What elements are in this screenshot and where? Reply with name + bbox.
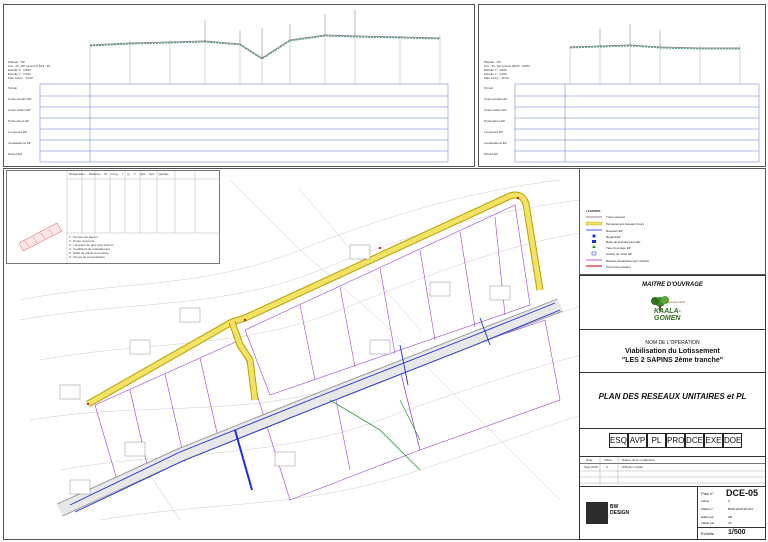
table-header-row bbox=[69, 172, 169, 176]
profile-row-label: Cotes terrains EP bbox=[8, 97, 32, 101]
phase-tab-pl[interactable]: PL bbox=[647, 433, 666, 448]
table-header: Hps bbox=[149, 172, 155, 176]
legend-item: Réseaux EP bbox=[606, 229, 623, 233]
scale-value: 1/500 bbox=[728, 529, 746, 536]
profile-row-label: Terrain bbox=[8, 86, 18, 90]
legend-item: Point haut existant bbox=[606, 265, 631, 269]
profile-row-label: Cotes radiers EP bbox=[8, 108, 31, 112]
company-logo-mark bbox=[586, 502, 608, 524]
legend-item: Boîte de branchement EP bbox=[606, 240, 641, 244]
legend-item: Terrassement réseaux futurs bbox=[606, 222, 645, 226]
table-header: Matériau bbox=[88, 172, 101, 176]
profile-row-label: Longueurs EP bbox=[8, 130, 28, 134]
affaire-label: Affaire n° bbox=[701, 507, 714, 511]
indice-label: Indice bbox=[701, 499, 710, 503]
legend-item: Trace réseaux bbox=[606, 215, 626, 219]
profile-row-label: Cotes radiers EP bbox=[484, 108, 507, 112]
table-note: 1 : Numéro de bassin bbox=[69, 235, 98, 239]
rev-header-indice: Indice bbox=[604, 458, 613, 462]
phase-tab-avp[interactable]: AVP bbox=[628, 433, 647, 448]
operation-label: NOM DE L'OPERATION bbox=[645, 340, 700, 346]
profile-row-label: Pentes EP bbox=[8, 152, 23, 156]
table-header: Long. bbox=[110, 172, 119, 176]
divider bbox=[697, 486, 698, 539]
phase-tab-dce[interactable]: DCE bbox=[685, 433, 704, 448]
table-note: 2 : Pente moyenne bbox=[69, 239, 95, 243]
plan-title: PLAN DES RESEAUX UNITAIRES et PL bbox=[598, 392, 747, 401]
table-header: Désignation bbox=[69, 172, 85, 176]
legend-item: Tête d'ouvrage EP bbox=[606, 246, 631, 250]
profile-row-label: Terrain bbox=[484, 86, 494, 90]
valide-label: Validé par bbox=[701, 521, 715, 525]
profile-row-label: Profondeurs EP bbox=[484, 119, 506, 123]
divider bbox=[580, 329, 765, 330]
profile-row-label: Canalisations EP bbox=[484, 141, 507, 145]
indice-value: A bbox=[728, 499, 731, 503]
profile-right-header-line: Plan Comp : 16.00 bbox=[484, 76, 509, 80]
plan-number-label: Plan n° bbox=[701, 491, 714, 496]
commune-name: KAALA-GOMEN bbox=[654, 308, 681, 322]
affaire-value: BWD-2016-90-001 bbox=[728, 507, 754, 511]
profile-right-header-line: Echelle X : 1/500 bbox=[484, 68, 507, 72]
profile-left-header-line: Plan Comp : 14.00 bbox=[8, 76, 33, 80]
profile-right-header-line: Echelle Y : 1/100 bbox=[484, 72, 507, 76]
table-header: I bbox=[122, 172, 124, 176]
profile-row-label: Longueurs EP bbox=[484, 130, 504, 134]
phase-tab-pro[interactable]: PRO bbox=[666, 433, 685, 448]
table-notes bbox=[69, 235, 113, 259]
legend-panel bbox=[579, 168, 766, 275]
operation-title-line1: Viabilisation du Lotissement bbox=[625, 348, 720, 355]
etabli-value: AB bbox=[728, 515, 733, 519]
table-header: Qps bbox=[139, 172, 146, 176]
etabli-label: Etabli par bbox=[701, 515, 714, 519]
rev-header-nature: Nature de la modification bbox=[622, 458, 656, 462]
divider bbox=[697, 527, 765, 528]
scale-label: Echelle bbox=[701, 531, 715, 536]
divider bbox=[580, 372, 765, 373]
kaala-gomen-logo bbox=[646, 294, 700, 320]
legend-title: LEGENDE bbox=[586, 209, 601, 213]
table-note: 5 : Débit de pointe à l'exutoire bbox=[69, 251, 109, 255]
rev-nature: Diffusion initiale bbox=[622, 465, 643, 469]
table-header: Ø bbox=[104, 172, 107, 176]
profile-left-header-line: Axe : PL_DP essenti P.D15 : D1 bbox=[8, 64, 51, 68]
table-note: 6 : Temps de concentration bbox=[69, 255, 105, 259]
rev-header-date: Date bbox=[586, 458, 593, 462]
legend-item: Avaloir de voirie EP bbox=[606, 252, 633, 256]
profile-left-header-line: Plateau : DP bbox=[8, 60, 25, 64]
legend-item: Regard EP bbox=[606, 235, 621, 239]
profile-right-header-line: Axe : PL_D2 essenti 06/06 : P2/02 bbox=[484, 64, 530, 68]
rev-date: Sept 2018 bbox=[584, 465, 598, 469]
profile-row-label: Cotes terrains EP bbox=[484, 97, 508, 101]
plan-number: DCE-05 bbox=[726, 488, 759, 498]
table-note: 3 : Longueur du plus long chemin bbox=[69, 243, 114, 247]
phase-tab-doe[interactable]: DOE bbox=[723, 433, 742, 448]
profile-left-header-line: Echelle Y : 1/100 bbox=[8, 72, 31, 76]
divider bbox=[580, 486, 765, 487]
profile-left-header-line: Echelle X : 1/500 bbox=[8, 68, 31, 72]
table-header: Q bbox=[127, 172, 130, 176]
profile-row-label: Canalisations EP bbox=[8, 141, 31, 145]
valide-value: JC bbox=[728, 521, 732, 525]
operation-title-line2: "LES 2 SAPINS 2ème tranche" bbox=[621, 357, 724, 364]
profile-row-label: Profondeurs EP bbox=[8, 119, 30, 123]
profile-row-label: Pentes EP bbox=[484, 152, 499, 156]
divider bbox=[580, 428, 765, 429]
table-header: Qps/Qs bbox=[158, 172, 169, 176]
phase-tab-esq[interactable]: ESQ bbox=[609, 433, 628, 448]
table-header: V bbox=[133, 172, 136, 176]
maitre-ouvrage-label: MAITRE D'OUVRAGE bbox=[642, 282, 703, 288]
company-name: BW DESIGN bbox=[610, 504, 630, 516]
company-logo bbox=[586, 502, 638, 524]
commune-subtitle: Province Nord bbox=[666, 300, 686, 304]
profile-right-header-line: Plateau : DP bbox=[484, 60, 501, 64]
title-block bbox=[579, 275, 766, 540]
rev-grid bbox=[580, 457, 765, 487]
legend-item: Réseau Assainissement Unitaire bbox=[606, 259, 650, 263]
rev-indice: A bbox=[606, 465, 609, 469]
table-note: 4 : Coefficient de ruissellement bbox=[69, 247, 110, 251]
hydraulic-table bbox=[6, 170, 220, 264]
phase-tab-exe[interactable]: EXE bbox=[704, 433, 723, 448]
